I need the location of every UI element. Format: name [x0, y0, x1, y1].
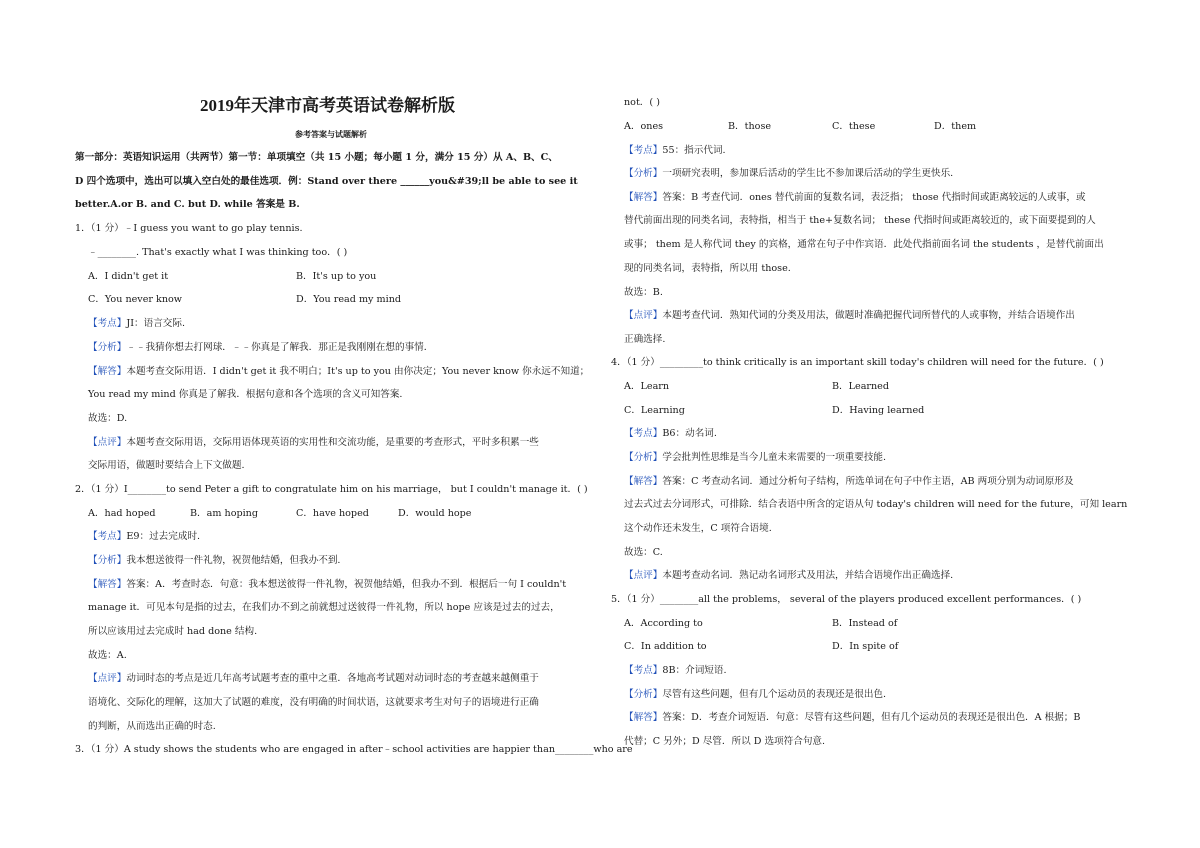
fenxi-tag: 【分析】 — [624, 168, 663, 179]
fenxi-row — [88, 554, 341, 568]
jieda-line: 过去式过去分词形式，可排除．结合表语中所含的定语从句 today's children will need for the future，可知 learn — [624, 499, 1128, 510]
question-stem: 1．（1 分）﹣I guess you want to go play tennis. — [75, 223, 303, 234]
option-b: B．Learned — [832, 381, 889, 392]
kaodian-tag: 【考点】 — [624, 428, 663, 439]
jieda-row — [624, 711, 1080, 725]
kaodian-tag: 【考点】 — [624, 145, 663, 156]
dianping-tag: 【点评】 — [624, 310, 663, 321]
jieda-line: 所以应该用过去完成时 had done 结构. — [88, 626, 258, 637]
kaodian-row — [88, 317, 185, 331]
dianping-line: 交际用语，做题时要结合上下文做题. — [88, 460, 245, 471]
option-c: C．You never know — [88, 294, 183, 305]
kaodian-text: 8B：介词短语. — [662, 665, 727, 676]
option-b: B．It's up to you — [296, 271, 377, 282]
fenxi-tag: 【分析】 — [624, 689, 663, 700]
jieda-tag: 【解答】 — [624, 712, 663, 723]
dianping-text: 本题考查交际用语，交际用语体现英语的实用性和交流功能，是重要的考查形式，平时多积累一些 — [126, 437, 539, 448]
kaodian-row — [88, 530, 200, 544]
page-subtitle: 参考答案与试题解析 — [295, 129, 367, 139]
option-b: B．those — [728, 121, 772, 132]
kaodian-tag: 【考点】 — [88, 318, 127, 329]
question-stem: not．( ) — [624, 97, 660, 108]
jieda-tag: 【解答】 — [88, 579, 127, 590]
option-c: C．have hoped — [296, 508, 369, 519]
jieda-text: 答案：A．考查时态．句意：我本想送彼得一件礼物，祝贺他结婚，但我办不到．根据后一句 I couldn't — [126, 579, 567, 590]
fenxi-text: ﹣﹣我猜你想去打网球．﹣﹣你真是了解我．那正是我刚刚在想的事情． — [126, 342, 434, 353]
jieda-line: 替代前面出现的同类名词，表特指，相当于 the+复数名词； these 代指时间或距离较近的，或下面要提到的人 — [624, 215, 1096, 226]
kaodian-row — [624, 664, 727, 678]
answer: 故选：C. — [624, 547, 663, 558]
option-d: D．In spite of — [832, 641, 899, 652]
kaodian-tag: 【考点】 — [88, 531, 127, 542]
jieda-row — [624, 191, 1086, 205]
jieda-line: 这个动作还未发生，C 项符合语境. — [624, 523, 772, 534]
intro-line: 第一部分：英语知识运用（共两节）第一节：单项填空（共 15 小题；每小题 1 分，满分 15 分）从 A、B、C、 — [75, 152, 558, 163]
dianping-line: 的判断，从而选出正确的时态. — [88, 721, 216, 732]
fenxi-text: 尽管有这些问题，但有几个运动员的表现还是很出色. — [662, 689, 887, 700]
dianping-line: 正确选择. — [624, 334, 666, 345]
dianping-text: 本题考查动名词．熟记动名词形式及用法，并结合语境作出正确选择. — [662, 570, 954, 581]
dianping-row — [624, 309, 1075, 323]
fenxi-row — [624, 167, 953, 181]
kaodian-row — [624, 144, 726, 158]
kaodian-row — [624, 427, 717, 441]
intro-line: D 四个选项中，选出可以填入空白处的最佳选项．例：Stand over there ______you&#39;ll be able to see it — [75, 176, 578, 187]
jieda-line: 或事； them 是人称代词 they 的宾格，通常在句子中作宾语．此处代指前面名词 the students ，是替代前面出 — [624, 239, 1104, 250]
dianping-tag: 【点评】 — [88, 437, 127, 448]
dianping-row — [624, 569, 953, 583]
option-b: B．am hoping — [190, 508, 258, 519]
fenxi-text: 我本想送彼得一件礼物，祝贺他结婚，但我办不到. — [126, 555, 341, 566]
option-b: B．Instead of — [832, 618, 898, 629]
jieda-tag: 【解答】 — [88, 366, 127, 377]
option-d: D．them — [934, 121, 977, 132]
question-stem: 4．（1 分）_________to think critically is an important skill today's children will need for the future．( ) — [611, 357, 1104, 368]
jieda-row — [88, 365, 589, 379]
option-d: D．You read my mind — [296, 294, 402, 305]
kaodian-text: B6：动名词. — [662, 428, 717, 439]
option-d: D．Having learned — [832, 405, 925, 416]
kaodian-text: 55：指示代词. — [662, 145, 726, 156]
jieda-text: 本题考查交际用语．I didn't get it 我不明白；It's up to you 由你决定；You never know 你永远不知道； — [126, 366, 590, 377]
page-title: 2019年天津市高考英语试卷解析版 — [200, 96, 455, 115]
jieda-line: manage it．可见本句是指的过去，在我们办不到之前就想过送彼得一件礼物，所以 hope 应该是过去的过去， — [88, 602, 560, 613]
dianping-tag: 【点评】 — [624, 570, 663, 581]
jieda-text: 答案：B 考查代词．ones 替代前面的复数名词，表泛指； those 代指时间或距离较远的人或事，或 — [662, 192, 1086, 203]
fenxi-row — [624, 688, 886, 702]
fenxi-row — [88, 341, 433, 355]
option-c: C．these — [832, 121, 876, 132]
kaodian-tag: 【考点】 — [624, 665, 663, 676]
dianping-tag: 【点评】 — [88, 673, 127, 684]
fenxi-row — [624, 451, 886, 465]
fenxi-text: 一项研究表明，参加课后活动的学生比不参加课后活动的学生更快乐. — [662, 168, 954, 179]
option-a: A．Learn — [624, 381, 670, 392]
kaodian-text: JI：语言交际. — [126, 318, 186, 329]
dianping-line: 语境化、交际化的理解，这加大了试题的难度，没有明确的时间状语，这就要求考生对句子的语境进行正确 — [88, 697, 539, 708]
jieda-text: 答案：D．考查介词短语．句意：尽管有这些问题，但有几个运动员的表现还是很出色．A 根据；B — [662, 712, 1081, 723]
option-a: A．had hoped — [88, 508, 156, 519]
option-a: A．ones — [624, 121, 664, 132]
kaodian-text: E9：过去完成时. — [126, 531, 201, 542]
question-stem: 5．（1 分）________all the problems， several of the players produced excellent performances．( ) — [611, 594, 1082, 605]
jieda-text: 答案：C 考查动名词．通过分析句子结构，所选单词在句子中作主语，AB 两项分别为动词原形及 — [662, 476, 1074, 487]
fenxi-tag: 【分析】 — [624, 452, 663, 463]
answer: 故选：A. — [88, 650, 127, 661]
jieda-tag: 【解答】 — [624, 476, 663, 487]
option-d: D．would hope — [398, 508, 472, 519]
question-stem: 2．（1 分）I________to send Peter a gift to congratulate him on his marriage， but I couldn't manage it．( ) — [75, 484, 588, 495]
intro-line: better.A.or B. and C. but D. while 答案是 B. — [75, 199, 300, 210]
jieda-line: 现的同类名词，表特指，所以用 those. — [624, 263, 791, 274]
answer: 故选：D. — [88, 413, 128, 424]
dianping-row — [88, 436, 539, 450]
dianping-row — [88, 672, 539, 686]
question-stem: ﹣________. That's exactly what I was thinking too．( ) — [88, 247, 348, 258]
dianping-text: 本题考查代词．熟知代词的分类及用法，做题时准确把握代词所替代的人或事物，并结合语境作出 — [662, 310, 1075, 321]
fenxi-text: 学会批判性思维是当今儿童未来需要的一项重要技能. — [662, 452, 887, 463]
jieda-row — [624, 475, 1074, 489]
jieda-row — [88, 578, 566, 592]
jieda-tag: 【解答】 — [624, 192, 663, 203]
jieda-line: 代替；C 另外；D 尽管．所以 D 选项符合句意. — [624, 736, 826, 747]
option-a: A．According to — [624, 618, 703, 629]
option-c: C．Learning — [624, 405, 685, 416]
fenxi-tag: 【分析】 — [88, 342, 127, 353]
fenxi-tag: 【分析】 — [88, 555, 127, 566]
answer: 故选：B. — [624, 287, 663, 298]
question-stem: 3．（1 分）A study shows the students who are engaged in after﹣school activities are happier than________who are — [75, 744, 633, 755]
option-c: C．In addition to — [624, 641, 707, 652]
jieda-line: You read my mind 你真是了解我．根据句意和各个选项的含义可知答案. — [88, 389, 403, 400]
option-a: A．I didn't get it — [88, 271, 169, 282]
dianping-text: 动词时态的考点是近几年高考试题考查的重中之重．各地高考试题对动词时态的考查越来越侧重于 — [126, 673, 539, 684]
